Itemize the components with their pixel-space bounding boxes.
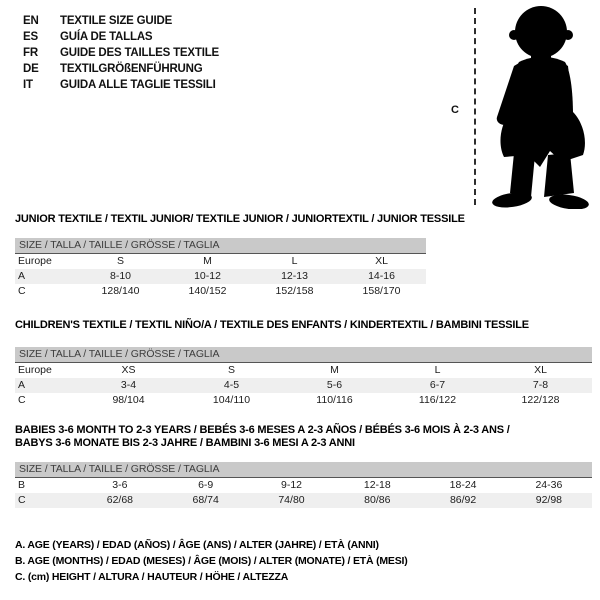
table-cell: 14-16 [368,270,395,282]
junior-table [15,238,592,299]
language-row-it [23,77,219,93]
table-cell: 3-6 [112,479,128,491]
babies-table [15,462,592,508]
table-cell: XS [121,364,136,376]
height-dashed-line [474,8,476,205]
table-row [15,493,592,508]
table-cell: 24-36 [535,479,563,491]
language-code: FR [23,47,38,59]
language-title: TEXTILE SIZE GUIDE [60,15,173,27]
section-title: CHILDREN'S TEXTILE / TEXTIL NIÑO/A / TEXTILE DES ENFANTS / KINDERTEXTIL / BAMBINI TESSILE [15,319,529,331]
table-row [15,284,426,299]
baby-silhouette-icon [481,4,596,209]
language-title: GUÍA DE TALLAS [60,31,153,43]
table-row [15,393,592,408]
table-row [15,478,592,493]
language-title: TEXTILGRÖßENFÜHRUNG [60,63,203,75]
size-header-bar: SIZE / TALLA / TAILLE / GRÖSSE / TAGLIA [15,347,592,363]
size-header-bar: SIZE / TALLA / TAILLE / GRÖSSE / TAGLIA [15,238,426,254]
table-cell: 116/122 [418,394,457,406]
table-cell: 5-6 [326,379,343,391]
language-row-es [23,29,219,45]
language-code: DE [23,63,39,75]
language-row-fr [23,45,219,61]
table-cell: S [227,364,235,376]
language-row-de [23,61,219,77]
row-label: C [18,394,26,406]
table-cell: 80/86 [364,494,391,506]
section-babies [15,424,592,508]
size-header-bar: SIZE / TALLA / TAILLE / GRÖSSE / TAGLIA [15,462,592,478]
table-cell: M [203,255,212,267]
table-row [15,378,592,393]
table-cell: 3-4 [120,379,137,391]
table-cell: 7-8 [532,379,549,391]
language-row-en [23,13,219,29]
table-cell: S [116,255,124,267]
table-cell: 12-18 [363,479,391,491]
table-cell: 68/74 [192,494,219,506]
row-label: B [18,479,26,491]
table-cell: L [291,255,298,267]
table-cell: 74/80 [278,494,305,506]
legend [15,537,408,585]
table-cell: M [330,364,339,376]
language-title: GUIDA ALLE TAGLIE TESSILI [60,79,216,91]
language-code: ES [23,31,38,43]
table-cell: 62/68 [106,494,134,506]
table-cell: 122/128 [521,394,560,406]
table-row [15,363,592,378]
section-title-line1: BABIES 3-6 MONTH TO 2-3 YEARS / BEBÉS 3-6 MESES A 2-3 AÑOS / BÉBÉS 3-6 MOIS À 2-3 ANS / [15,424,510,436]
row-label: Europe [18,364,52,376]
section-title-line2: BABYS 3-6 MONATE BIS 2-3 JAHRE / BAMBINI 3-6 MESI A 2-3 ANNI [15,437,355,449]
table-cell: XL [534,364,547,376]
table-cell: 18-24 [449,479,477,491]
legend-line-c: C. (cm) HEIGHT / ALTURA / HAUTEUR / HÖHE / ALTEZZA [15,571,289,583]
legend-line-b: B. AGE (MONTHS) / EDAD (MESES) / ÂGE (MOIS) / ALTER (MONATE) / ETÀ (MESI) [15,555,408,567]
row-label: C [18,494,26,506]
language-header [23,13,219,93]
table-cell: 4-5 [223,379,240,391]
table-cell: XL [375,255,388,267]
table-cell: 110/116 [316,394,353,406]
row-label: A [18,379,26,391]
table-cell: 86/92 [449,494,477,506]
table-cell: 10-12 [194,270,221,282]
row-label: Europe [18,255,52,267]
section-junior [15,213,592,299]
table-cell: L [434,364,441,376]
language-code: IT [23,79,33,91]
table-cell: 104/110 [212,394,251,406]
row-label: A [18,270,26,282]
language-code: EN [23,15,39,27]
table-cell: 6-9 [198,479,214,491]
table-cell: 8-10 [109,270,131,282]
legend-line-a: A. AGE (YEARS) / EDAD (AÑOS) / ÂGE (ANS) / ALTER (JAHRE) / ETÀ (ANNI) [15,539,379,551]
section-title: JUNIOR TEXTILE / TEXTIL JUNIOR/ TEXTILE JUNIOR / JUNIORTEXTIL / JUNIOR TESSILE [15,213,465,225]
table-cell: 128/140 [101,285,140,297]
table-cell: 6-7 [429,379,446,391]
table-cell: 158/170 [362,285,401,297]
table-cell: 98/104 [112,394,145,406]
language-title: GUIDE DES TAILLES TEXTILE [60,47,219,59]
table-cell: 12-13 [281,270,308,282]
table-cell: 9-12 [280,479,302,491]
table-row [15,254,426,269]
table-row [15,269,426,284]
table-cell: 140/152 [188,285,227,297]
section-children [15,319,592,408]
table-cell: 92/98 [535,494,563,506]
children-table [15,347,592,408]
height-marker-label: C [451,104,459,116]
row-label: C [18,285,26,297]
table-cell: 152/158 [275,285,314,297]
